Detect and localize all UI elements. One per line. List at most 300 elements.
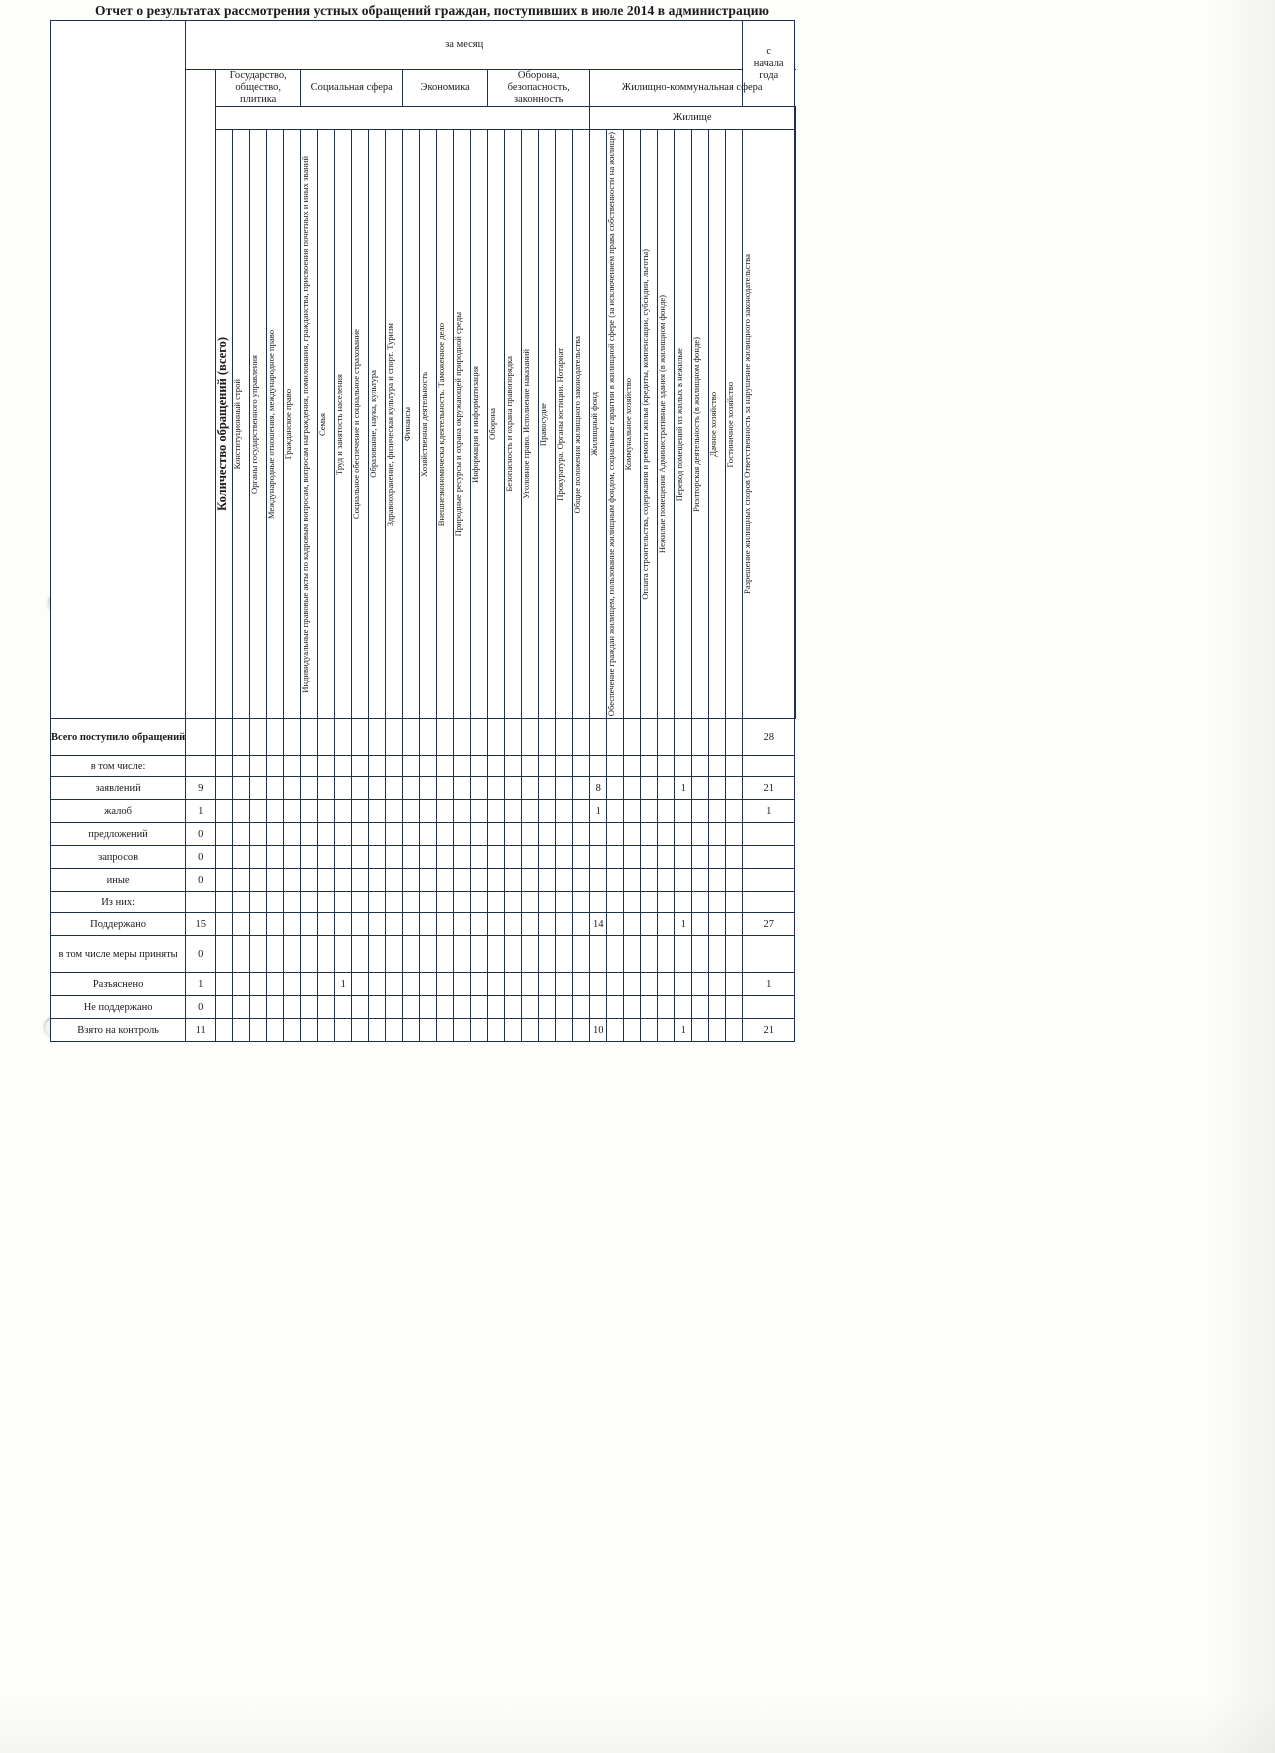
- column-header-15: [471, 130, 488, 719]
- cell-c26: [641, 846, 658, 869]
- cell-c15: [454, 892, 471, 913]
- cell-c29: [692, 996, 709, 1019]
- group-header-4: [488, 70, 590, 107]
- column-header-label: Прокуратура. Органы юстиции. Нотариат: [555, 347, 566, 501]
- column-header-label: Общие положения жилищного законодательства: [572, 335, 583, 514]
- cell-c15: [454, 936, 471, 973]
- cell-c9: [352, 800, 369, 823]
- cell-c22: [573, 892, 590, 913]
- column-header-10: [386, 130, 403, 719]
- table-row: [51, 756, 796, 777]
- table-row: [51, 846, 796, 869]
- cell-c26: [641, 823, 658, 846]
- cell-c10: [369, 892, 386, 913]
- cell-c28: [675, 936, 692, 973]
- cell-c21: [556, 913, 573, 936]
- table-row: [51, 1019, 796, 1042]
- cell-c31: [726, 800, 743, 823]
- cell-c20: [539, 973, 556, 996]
- cell-c19: [522, 869, 539, 892]
- column-header-25: [641, 130, 658, 719]
- cell-c31: [726, 777, 743, 800]
- cell-c28: [675, 719, 692, 756]
- cell-c20: [539, 913, 556, 936]
- cell-c30: [709, 996, 726, 1019]
- cell-c21: [556, 869, 573, 892]
- column-header-label: Образование, наука, культура: [368, 370, 379, 479]
- cell-c18: [505, 973, 522, 996]
- column-header-26: [658, 130, 675, 719]
- cell-c3: [250, 756, 267, 777]
- row-year-value: [743, 777, 795, 800]
- row-total-text: 9: [198, 782, 204, 794]
- column-header-2: [250, 130, 267, 719]
- row-total-value: [186, 996, 216, 1019]
- table-row: [51, 973, 796, 996]
- row-label-text: Из них:: [101, 896, 135, 908]
- cell-c26: [641, 777, 658, 800]
- cell-c25: [624, 777, 641, 800]
- cell-c11: [386, 913, 403, 936]
- cell-c4: [267, 823, 284, 846]
- cell-c11: [386, 996, 403, 1019]
- table-row: [51, 913, 796, 936]
- column-header-4: [284, 130, 301, 719]
- cell-c31: [726, 913, 743, 936]
- cell-c6: [301, 823, 318, 846]
- cell-c13: [420, 996, 437, 1019]
- row-year-text: 27: [763, 918, 774, 930]
- cell-c10: [369, 823, 386, 846]
- cell-c6: [301, 996, 318, 1019]
- cell-c19: [522, 1019, 539, 1042]
- cell-c12: [403, 1019, 420, 1042]
- cell-c17: [488, 846, 505, 869]
- cell-c4: [267, 973, 284, 996]
- cell-c16: [471, 846, 488, 869]
- cell-c15: [454, 913, 471, 936]
- cell-c3: [250, 846, 267, 869]
- cell-c15: [454, 777, 471, 800]
- column-header-label: Информация и информатизация: [470, 365, 481, 483]
- cell-c7: [318, 869, 335, 892]
- cell-c31: [726, 936, 743, 973]
- row-label-text: заявлений: [95, 782, 141, 794]
- column-header-label: Органы государственного управления: [249, 354, 260, 494]
- column-header-label: Гражданское право: [283, 389, 294, 460]
- cell-c5: [284, 756, 301, 777]
- cell-c10: [369, 719, 386, 756]
- cell-c13: [420, 973, 437, 996]
- column-header-3: [267, 130, 284, 719]
- cell-c23: [590, 973, 607, 996]
- row-year-text: 1: [766, 978, 772, 990]
- cell-c1: [216, 913, 233, 936]
- column-header-label: Международные отношения, международное право: [266, 329, 277, 519]
- cell-c31: [726, 823, 743, 846]
- cell-c16: [471, 913, 488, 936]
- cell-c19: [522, 846, 539, 869]
- column-header-label: Индивидуальные правовые акты по кадровым вопросам, вопросам награждения, помилования, гражданства, присвоения почетных и иных званий: [300, 155, 311, 693]
- cell-c4: [267, 892, 284, 913]
- cell-c5: [284, 800, 301, 823]
- column-header-17: [505, 130, 522, 719]
- cell-c2: [233, 800, 250, 823]
- cell-c10: [369, 913, 386, 936]
- cell-c22: [573, 1019, 590, 1042]
- cell-c3: [250, 1019, 267, 1042]
- cell-c31: [726, 996, 743, 1019]
- cell-c6: [301, 869, 318, 892]
- cell-c19: [522, 823, 539, 846]
- cell-c5: [284, 869, 301, 892]
- cell-c7: [318, 913, 335, 936]
- cell-c3: [250, 973, 267, 996]
- cell-c20: [539, 1019, 556, 1042]
- cell-c11: [386, 719, 403, 756]
- cell-c14: [437, 913, 454, 936]
- cell-c3: [250, 913, 267, 936]
- cell-c27: [658, 996, 675, 1019]
- cell-c5: [284, 936, 301, 973]
- cell-c6: [301, 719, 318, 756]
- table-row: [51, 823, 796, 846]
- cell-c5: [284, 719, 301, 756]
- table-row: [51, 719, 796, 756]
- row-year-value: [743, 892, 795, 913]
- cell-c10: [369, 996, 386, 1019]
- cell-c15: [454, 1019, 471, 1042]
- cell-c26: [641, 719, 658, 756]
- cell-c25: [624, 892, 641, 913]
- cell-value: 1: [340, 978, 346, 990]
- cell-c23: [590, 823, 607, 846]
- cell-c27: [658, 1019, 675, 1042]
- cell-c12: [403, 996, 420, 1019]
- row-year-value: [743, 846, 795, 869]
- cell-c4: [267, 846, 284, 869]
- cell-c21: [556, 756, 573, 777]
- column-header-28: [692, 130, 709, 719]
- cell-c4: [267, 936, 284, 973]
- row-label: [51, 756, 186, 777]
- row-total-value: [186, 892, 216, 913]
- cell-c16: [471, 1019, 488, 1042]
- cell-c27: [658, 869, 675, 892]
- column-header-8: [352, 130, 369, 719]
- column-header-24: [624, 130, 641, 719]
- cell-c27: [658, 756, 675, 777]
- cell-c11: [386, 777, 403, 800]
- cell-value: 1: [680, 918, 686, 930]
- cell-c25: [624, 869, 641, 892]
- cell-c23: [590, 846, 607, 869]
- cell-c13: [420, 823, 437, 846]
- cell-c27: [658, 846, 675, 869]
- cell-c30: [709, 869, 726, 892]
- cell-c25: [624, 846, 641, 869]
- cell-c2: [233, 892, 250, 913]
- cell-c13: [420, 869, 437, 892]
- cell-c17: [488, 777, 505, 800]
- row-total-text: 0: [198, 851, 204, 863]
- cell-c2: [233, 846, 250, 869]
- cell-c20: [539, 823, 556, 846]
- cell-c6: [301, 892, 318, 913]
- cell-c2: [233, 913, 250, 936]
- column-total-label: Количество обращений (всего): [215, 337, 230, 512]
- cell-c16: [471, 996, 488, 1019]
- row-label-text: в том числе:: [90, 760, 146, 772]
- column-header-18: [522, 130, 539, 719]
- row-year-text: 21: [763, 782, 774, 794]
- row-total-value: [186, 973, 216, 996]
- cell-c15: [454, 996, 471, 1019]
- page-title: Отчет о результатах рассмотрения устных обращений граждан, поступивших в июле 2014 в администрацию: [95, 3, 770, 18]
- cell-c14: [437, 719, 454, 756]
- cell-c30: [709, 823, 726, 846]
- cell-c18: [505, 756, 522, 777]
- cell-value: 10: [592, 1024, 604, 1036]
- cell-c16: [471, 719, 488, 756]
- cell-c26: [641, 756, 658, 777]
- cell-c18: [505, 1019, 522, 1042]
- column-header-label: Обеспечение граждан жилищем, пользование жилищным фондом, социальные гарантии в жилищной сфере (за исключением права собственности на жилище): [606, 132, 617, 717]
- row-label-text: иные: [106, 874, 130, 886]
- column-header-7: [335, 130, 352, 719]
- row-year-value: [743, 996, 795, 1019]
- cell-c12: [403, 913, 420, 936]
- column-header-label: Семья: [317, 412, 328, 436]
- cell-c15: [454, 973, 471, 996]
- column-header-label: Жилищный фонд: [589, 392, 600, 457]
- cell-c1: [216, 756, 233, 777]
- scan-shadow-right: [1205, 0, 1275, 1753]
- cell-c10: [369, 846, 386, 869]
- cell-c2: [233, 869, 250, 892]
- cell-c16: [471, 869, 488, 892]
- row-label: [51, 800, 186, 823]
- cell-c24: [607, 913, 624, 936]
- cell-c14: [437, 756, 454, 777]
- cell-c26: [641, 973, 658, 996]
- cell-c27: [658, 719, 675, 756]
- cell-c18: [505, 892, 522, 913]
- column-header-9: [369, 130, 386, 719]
- cell-c28: [675, 800, 692, 823]
- cell-c20: [539, 800, 556, 823]
- table-row: [51, 892, 796, 913]
- cell-c30: [709, 1019, 726, 1042]
- column-header-14: [454, 130, 471, 719]
- cell-c15: [454, 823, 471, 846]
- cell-c9: [352, 869, 369, 892]
- cell-c14: [437, 936, 454, 973]
- cell-c18: [505, 936, 522, 973]
- cell-c20: [539, 936, 556, 973]
- period-year-label: с начала года: [753, 45, 784, 81]
- cell-c22: [573, 756, 590, 777]
- cell-c8: [335, 913, 352, 936]
- cell-c19: [522, 996, 539, 1019]
- cell-c7: [318, 973, 335, 996]
- row-label: [51, 913, 186, 936]
- cell-c25: [624, 756, 641, 777]
- column-header-label: Безопасность и охрана правопорядка: [504, 356, 515, 493]
- cell-c8: [335, 777, 352, 800]
- column-header-label: Внешнеэкономическа кдеятельность. Таможенное дело: [436, 322, 447, 526]
- cell-c10: [369, 756, 386, 777]
- cell-c17: [488, 823, 505, 846]
- cell-value: 1: [680, 1024, 686, 1036]
- cell-c23: [590, 892, 607, 913]
- cell-c24: [607, 936, 624, 973]
- cell-c8: [335, 996, 352, 1019]
- cell-c4: [267, 1019, 284, 1042]
- cell-c21: [556, 1019, 573, 1042]
- cell-c5: [284, 996, 301, 1019]
- column-header-22: [590, 130, 607, 719]
- cell-c31: [726, 756, 743, 777]
- cell-c6: [301, 777, 318, 800]
- row-year-value: [743, 936, 795, 973]
- cell-c3: [250, 777, 267, 800]
- cell-c17: [488, 973, 505, 996]
- cell-c24: [607, 756, 624, 777]
- cell-c8: [335, 869, 352, 892]
- cell-c30: [709, 800, 726, 823]
- cell-c16: [471, 936, 488, 973]
- cell-c21: [556, 777, 573, 800]
- column-header-21: [573, 130, 590, 719]
- column-header-label: Социальное обеспечение и социальное страхование: [351, 329, 362, 520]
- column-header-1: [233, 130, 250, 719]
- cell-c4: [267, 719, 284, 756]
- cell-c11: [386, 823, 403, 846]
- cell-c24: [607, 1019, 624, 1042]
- column-header-6: [318, 130, 335, 719]
- column-header-label: Правосудие: [538, 402, 549, 446]
- cell-c11: [386, 846, 403, 869]
- cell-c8: [335, 756, 352, 777]
- cell-c15: [454, 756, 471, 777]
- row-total-text: 0: [198, 874, 204, 886]
- cell-c27: [658, 892, 675, 913]
- row-total-text: 11: [195, 1024, 206, 1036]
- cell-c18: [505, 846, 522, 869]
- cell-c22: [573, 936, 590, 973]
- group-header-1: [216, 70, 301, 107]
- cell-c8: [335, 973, 352, 996]
- cell-c27: [658, 823, 675, 846]
- cell-value: 14: [592, 918, 604, 930]
- row-total-text: 15: [195, 918, 206, 930]
- cell-c16: [471, 800, 488, 823]
- cell-c17: [488, 756, 505, 777]
- cell-value: 8: [595, 782, 601, 794]
- cell-c3: [250, 869, 267, 892]
- cell-c14: [437, 846, 454, 869]
- row-label-text: Всего поступило обращений: [51, 731, 186, 743]
- row-total-text: 0: [198, 1001, 204, 1013]
- cell-c11: [386, 892, 403, 913]
- cell-c13: [420, 777, 437, 800]
- corner-cell: [51, 21, 186, 719]
- cell-c8: [335, 719, 352, 756]
- row-label-text: Поддержано: [90, 918, 147, 930]
- cell-c16: [471, 973, 488, 996]
- cell-c7: [318, 892, 335, 913]
- cell-c26: [641, 996, 658, 1019]
- column-header-label: Коммунальное хозяйство: [623, 378, 634, 471]
- column-header-23: [607, 130, 624, 719]
- cell-c20: [539, 777, 556, 800]
- cell-c11: [386, 936, 403, 973]
- row-total-text: 0: [198, 948, 204, 960]
- row-total-value: [186, 800, 216, 823]
- cell-c29: [692, 756, 709, 777]
- cell-c1: [216, 996, 233, 1019]
- column-header-label: Конституционный строй: [232, 379, 243, 470]
- cell-c14: [437, 777, 454, 800]
- row-year-value: [743, 973, 795, 996]
- row-label: [51, 719, 186, 756]
- cell-c2: [233, 996, 250, 1019]
- cell-c14: [437, 800, 454, 823]
- row-label-text: запросов: [98, 851, 139, 863]
- cell-c14: [437, 1019, 454, 1042]
- cell-c3: [250, 936, 267, 973]
- cell-c27: [658, 973, 675, 996]
- cell-c13: [420, 1019, 437, 1042]
- table-row: [51, 996, 796, 1019]
- cell-c21: [556, 996, 573, 1019]
- cell-c10: [369, 869, 386, 892]
- column-header-13: [437, 130, 454, 719]
- cell-c9: [352, 777, 369, 800]
- cell-c30: [709, 719, 726, 756]
- subgroup-header-label: Жилище: [672, 112, 712, 124]
- column-header-label: Финансы: [402, 407, 413, 442]
- row-total-text: 0: [198, 828, 204, 840]
- cell-c6: [301, 973, 318, 996]
- cell-c28: [675, 846, 692, 869]
- cell-c2: [233, 823, 250, 846]
- cell-c2: [233, 777, 250, 800]
- table-row: [51, 777, 796, 800]
- cell-c23: [590, 913, 607, 936]
- column-header-label: Разрешение жилищных споров Ответственность за нарушение жилищного законодательства: [742, 254, 753, 595]
- cell-c29: [692, 777, 709, 800]
- cell-c2: [233, 719, 250, 756]
- cell-c13: [420, 756, 437, 777]
- cell-c22: [573, 777, 590, 800]
- cell-c1: [216, 973, 233, 996]
- cell-c5: [284, 777, 301, 800]
- cell-c2: [233, 756, 250, 777]
- row-label: [51, 973, 186, 996]
- cell-c8: [335, 936, 352, 973]
- cell-c23: [590, 996, 607, 1019]
- column-header-label: Труд и занятость населения: [334, 373, 345, 475]
- cell-c17: [488, 719, 505, 756]
- cell-c9: [352, 936, 369, 973]
- cell-c8: [335, 892, 352, 913]
- row-label: [51, 996, 186, 1019]
- cell-c26: [641, 869, 658, 892]
- cell-c5: [284, 846, 301, 869]
- cell-c16: [471, 823, 488, 846]
